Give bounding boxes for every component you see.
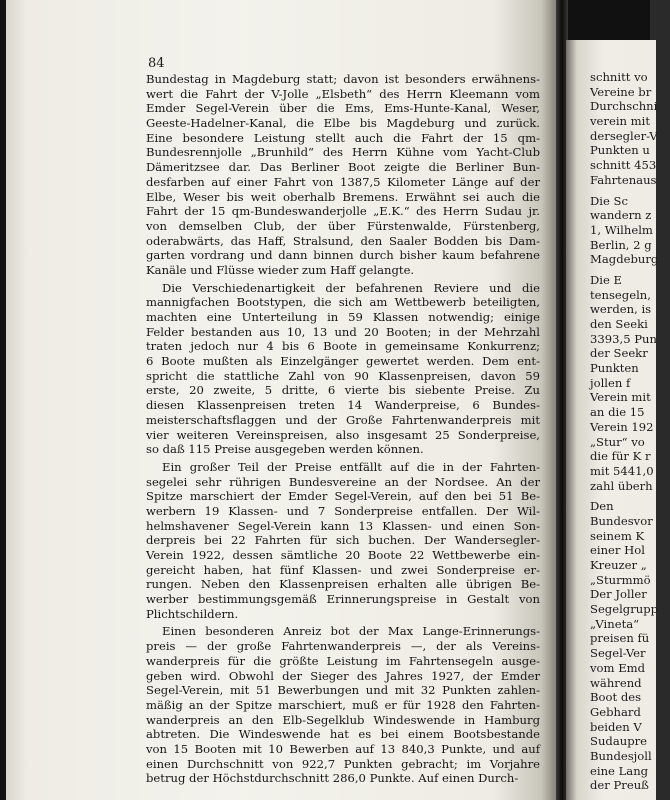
page-body-text: [146, 72, 540, 789]
facing-text-line: den Seeki: [590, 317, 648, 331]
facing-text-line: einer Hol: [590, 543, 645, 558]
facing-text-line: schnitt vo: [590, 70, 648, 84]
facing-text-line: Boot des: [590, 690, 642, 705]
text-line: oderabwärts, das Haff, Stralsund, den Saaler Bodden bis Dam-: [146, 233, 540, 248]
facing-text-line: an die 15: [590, 405, 645, 420]
text-line: werber bestimmungsgemäß Erinnerungspreise in Gestalt von: [146, 592, 540, 607]
text-line: betrug der Höchstdurchschnitt 286,0 Punkte. Auf einen Durch-: [146, 771, 519, 786]
text-line: wert die Fahrt der V-Jolle „Elsbeth“ des Herrn Kleemann vom: [146, 86, 540, 101]
text-line: wanderpreis an den Elb-Segelklub Windeswende in Hamburg: [146, 712, 540, 727]
text-line: Elbe, Weser bis weit oberhalb Bremens. Erwähnt sei auch die: [146, 189, 540, 204]
text-line: mäßig an der Spitze marschiert, muß er für 1928 den Fahrten-: [146, 697, 540, 712]
text-line: abtreten. Die Windeswende hat es bei einem Bootsbestande: [146, 727, 540, 742]
text-line: mannigfachen Bootstypen, die sich am Wettbewerb beteiligten,: [146, 295, 540, 310]
facing-text-line: Punkten: [590, 361, 639, 376]
text-line: Verein 1922, dessen sämtliche 20 Boote 22 Wettbewerbe ein-: [146, 548, 540, 562]
text-line: Die Verschiedenartigkeit der befahrenen Reviere und die: [162, 280, 540, 295]
facing-text-line: Segelgrupp: [590, 602, 659, 617]
text-line: Bundesrennjolle „Brunhild“ des Herrn Kühne vom Yacht-Club: [146, 145, 540, 160]
facing-text-line: „Vineta“: [590, 616, 640, 631]
facing-text-line: Berlin, 2 g: [590, 237, 652, 252]
facing-text-line: Die E: [590, 272, 623, 287]
facing-text-line: Verein mit: [590, 390, 651, 405]
facing-text-line: preisen fü: [590, 631, 650, 646]
text-line: desfarben auf einer Fahrt von 1387,5 Kilometer Länge auf der: [146, 174, 540, 189]
text-line: von 15 Booten mit 10 Bewerben auf 13 840,3 Punkte, und auf: [146, 741, 540, 756]
facing-text-line: die für K r: [590, 449, 651, 464]
facing-text-line: jollen f: [590, 375, 631, 390]
page-number: 84: [148, 56, 165, 71]
text-line: Emder Segel-Verein über die Ems, Ems-Hunte-Kanal, Weser,: [146, 101, 540, 116]
facing-text-line: Vereine br: [590, 84, 652, 99]
text-line: traten jedoch nur 4 bis 6 Boote in gemeinsame Konkurrenz;: [146, 339, 540, 354]
text-line: werbern 19 Klassen- und 7 Sonderpreise entfallen. Der Wil-: [146, 503, 540, 518]
facing-text-line: 3393,5 Pun: [590, 331, 657, 346]
paragraph: [146, 460, 540, 622]
facing-text-line: Verein 192: [590, 419, 654, 434]
facing-text-line: schnitt 453: [590, 158, 657, 173]
facing-text-line: Segel-Ver: [590, 646, 646, 661]
text-line: Bundestag in Magdeburg statt; davon ist besonders erwähnens-: [146, 72, 540, 86]
paragraph: [146, 624, 540, 786]
text-line: Eine besondere Leistung stellt auch die Fahrt der 15 qm-: [146, 130, 540, 145]
text-line: Dämeritzsee dar. Das Berliner Boot zeigte die Berliner Bun-: [146, 160, 540, 175]
facing-text-line: 1, Wilhelm: [590, 222, 653, 237]
text-line: Geeste-Hadelner-Kanal, die Elbe bis Magdeburg und zurück.: [146, 116, 540, 131]
facing-text-line: Bundesjoll: [590, 748, 652, 763]
text-line: Plichtschildern.: [146, 606, 239, 621]
text-line: einen Durchschnitt von 922,7 Punkten gebracht; im Vorjahre: [146, 756, 540, 771]
text-line: spricht die stattliche Zahl von 90 Klassenpreisen, davon 59: [146, 368, 540, 383]
facing-text-line: dersegler-V: [590, 128, 658, 143]
paragraph: [146, 281, 540, 457]
text-line: Felder bestanden aus 10, 13 und 20 Booten; in der Mehrzahl: [146, 324, 540, 339]
facing-page-text: [590, 70, 670, 793]
text-line: diesen Klassenpreisen treten 14 Wanderpreise, 6 Bundes-: [146, 398, 540, 413]
text-line: geben wird. Obwohl der Sieger des Jahres 1927, der Emder: [146, 668, 540, 683]
text-line: erste, 20 zweite, 5 dritte, 6 vierte bis siebente Preise. Zu: [146, 383, 540, 398]
facing-text-line: Kreuzer „: [590, 558, 647, 572]
facing-text-line: beiden V: [590, 719, 642, 734]
facing-text-line: Der Joller: [590, 587, 647, 602]
text-line: meisterschaftsflaggen und der Große Fahrtenwanderpreis mit: [146, 412, 540, 427]
text-line: machten eine Unterteilung in 59 Klassen notwendig; einige: [146, 310, 540, 324]
text-line: 6 Boote mußten als Einzelgänger gewertet werden. Dem ent-: [146, 354, 540, 369]
text-line: helmshavener Segel-Verein kann 13 Klassen- und einen Son-: [146, 518, 540, 533]
text-line: Segel-Verein, mit 51 Bewerbungen und mit 32 Punkten zahlen-: [146, 683, 540, 698]
facing-text-line: „Stur“ vo: [590, 434, 645, 449]
text-line: gereicht haben, hat fünf Klassen- und zwei Sonderpreise er-: [146, 562, 540, 577]
facing-text-line: verein mit: [590, 114, 651, 129]
facing-text-line: Sudaupre: [590, 734, 648, 749]
text-line: von demselben Club, der über Fürstenwalde, Fürstenberg,: [146, 218, 540, 233]
facing-text-line: mit 5441,0: [590, 463, 654, 478]
facing-text-line: zahl überh: [590, 478, 653, 493]
text-line: Kanäle und Flüsse wieder zum Haff gelangte.: [146, 262, 415, 277]
facing-text-line: werden, is: [590, 302, 652, 317]
facing-text-line: Gebhard: [590, 704, 641, 719]
text-line: wanderpreis für die größte Leistung im Fahrtensegeln ausge-: [146, 653, 540, 668]
text-line: Spitze marschiert der Emder Segel-Verein, auf den bei 51 Be-: [146, 489, 540, 504]
facing-text-line: eine Lang: [590, 763, 649, 778]
facing-text-line: Durchschni: [590, 99, 658, 114]
facing-text-line: seinem K: [590, 528, 645, 543]
text-line: preis — der große Fahrtenwanderpreis —, der als Vereins-: [146, 639, 540, 654]
text-line: Einen besonderen Anreiz bot der Max Lange-Erinnerungs-: [162, 624, 540, 639]
text-line: segelei sehr rührigen Bundesvereine an der Nordsee. An der: [146, 474, 540, 489]
facing-text-line: Fahrtenaus: [590, 172, 657, 187]
text-line: so daß 115 Preise ausgegeben werden können.: [146, 442, 424, 457]
text-line: rungen. Neben den Klassenpreisen erhalten alle übrigen Be-: [146, 577, 540, 592]
facing-text-line: vom Emd: [590, 660, 646, 675]
facing-text-line: der Preuß: [590, 778, 649, 793]
paragraph: [146, 72, 540, 278]
facing-text-line: während: [590, 675, 642, 690]
text-line: Ein großer Teil der Preise entfällt auf die in der Fahrten-: [162, 459, 540, 474]
text-line: garten vordrang und dann binnen durch bisher kaum befahrene: [146, 248, 540, 263]
facing-text-line: der Seekr: [590, 346, 648, 361]
text-line: vier weiteren Vereinspreisen, also insgesamt 25 Sonderpreise,: [146, 427, 540, 442]
facing-text-line: Die Sc: [590, 193, 628, 208]
facing-text-line: Bundesvor: [590, 513, 653, 528]
facing-text-line: tensegeln,: [590, 287, 651, 302]
facing-text-line: „Sturmmö: [590, 572, 651, 587]
facing-text-line: wandern z: [590, 208, 652, 223]
facing-text-line: Den: [590, 499, 614, 514]
text-line: Fahrt der 15 qm-Bundeswanderjolle „E.K.“ des Herrn Sudau jr.: [146, 204, 540, 219]
facing-text-line: Magdeburg: [590, 252, 659, 267]
facing-text-line: Punkten u: [590, 143, 650, 158]
text-line: derpreis bei 22 Fahrten für sich buchen. Der Wandersegler-: [146, 533, 540, 548]
